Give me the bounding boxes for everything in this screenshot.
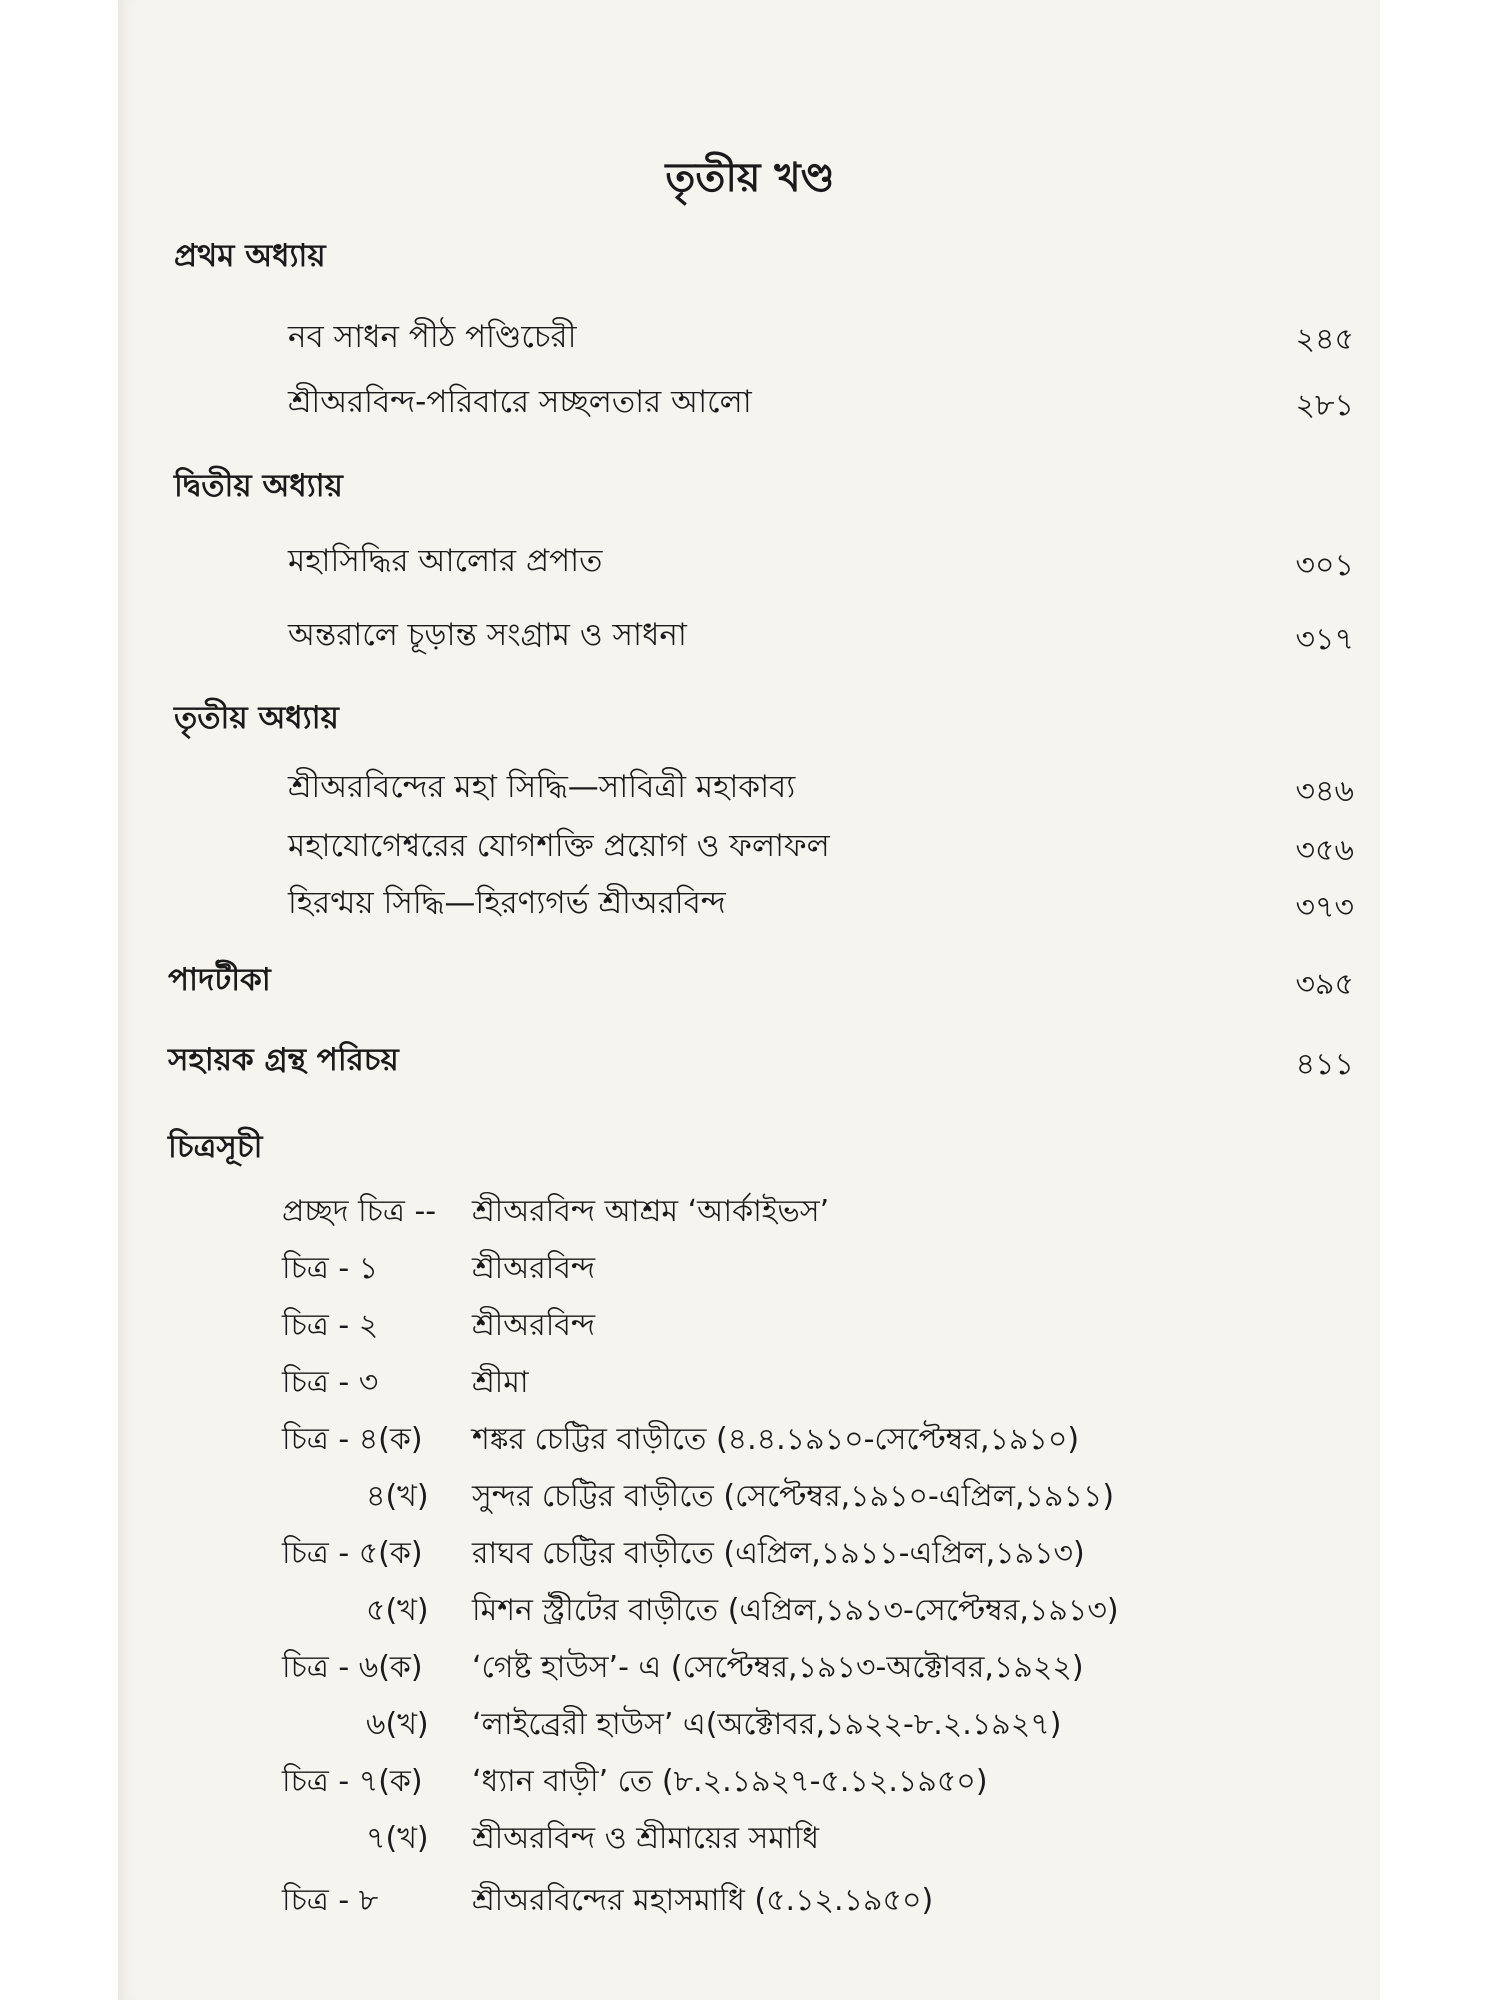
figure-label: চিত্র - ৪(ক) [282, 1422, 423, 1457]
toc-entry-page: ৩৫৬ [1295, 833, 1354, 868]
figure-caption: শ্রীঅরবিন্দ [472, 1308, 596, 1343]
figure-label: চিত্র - ৮ [282, 1883, 379, 1918]
toc-entry-page: ৩০১ [1295, 548, 1354, 583]
figure-label: ৫(খ) [366, 1593, 429, 1628]
illustrations-title: চিত্রসূচী [168, 1129, 263, 1165]
figure-caption: ‘গেষ্ট হাউস’- এ (সেপ্টেম্বর,১৯১৩-অক্টোবর,১৯২২) [472, 1650, 1084, 1685]
footnotes-page: ৩৯৫ [1295, 967, 1354, 1002]
figure-caption: শ্রীঅরবিন্দ [472, 1251, 596, 1286]
figure-caption: ‘লাইব্রেরী হাউস’ এ(অক্টোবর,১৯২২-৮.২.১৯২৭) [472, 1707, 1062, 1742]
part-title: তৃতীয় খণ্ড [665, 155, 835, 201]
figure-label: চিত্র - ৬(ক) [282, 1650, 423, 1685]
toc-entry-title: অন্তরালে চূড়ান্ত সংগ্রাম ও সাধনা [288, 617, 687, 653]
bibliography-page: ৪১১ [1295, 1047, 1354, 1082]
figure-label: চিত্র - ৫(ক) [282, 1536, 423, 1571]
figure-label: চিত্র - ১ [282, 1251, 379, 1286]
toc-entry-title: মহাযোগেশ্বরের যোগশক্তি প্রয়োগ ও ফলাফল [288, 828, 830, 864]
bibliography-title: সহায়ক গ্রন্থ পরিচয় [168, 1042, 399, 1078]
figure-caption: শ্রীঅরবিন্দের মহাসমাধি (৫.১২.১৯৫০) [472, 1883, 934, 1918]
toc-entry-title: শ্রীঅরবিন্দ-পরিবারে সচ্ছলতার আলো [288, 384, 752, 420]
figure-caption: ‘ধ্যান বাড়ী’ তে (৮.২.১৯২৭-৫.১২.১৯৫০) [472, 1764, 988, 1799]
toc-entry-title: শ্রীঅরবিন্দের মহা সিদ্ধি—সাবিত্রী মহাকাব্য [288, 769, 796, 805]
figure-caption: শ্রীমা [472, 1365, 529, 1400]
toc-entry-title: মহাসিদ্ধির আলোর প্রপাত [288, 543, 603, 579]
figure-caption: শ্রীঅরবিন্দ ও শ্রীমায়ের সমাধি [472, 1821, 820, 1856]
figure-label: ৪(খ) [366, 1479, 429, 1514]
toc-entry-page: ২৮১ [1295, 388, 1354, 423]
figure-caption: শ্রীঅরবিন্দ আশ্রম ‘আর্কাইভস’ [472, 1194, 830, 1229]
chapter-1-title: প্রথম অধ্যায় [174, 238, 326, 274]
figure-label: প্রচ্ছদ চিত্র -- [282, 1194, 437, 1229]
toc-entry-title: নব সাধন পীঠ পণ্ডিচেরী [288, 319, 577, 355]
figure-caption: রাঘব চেট্টির বাড়ীতে (এপ্রিল,১৯১১-এপ্রিল,১৯১৩) [472, 1536, 1085, 1571]
figure-label: চিত্র - ২ [282, 1308, 379, 1343]
figure-caption: মিশন স্ট্রীটের বাড়ীতে (এপ্রিল,১৯১৩-সেপ্টেম্বর,১৯১৩) [472, 1593, 1119, 1628]
toc-entry-page: ৩১৭ [1295, 622, 1354, 657]
footnotes-title: পাদটীকা [168, 962, 271, 998]
figure-label: চিত্র - ৩ [282, 1365, 379, 1400]
figure-label: ৭(খ) [366, 1821, 429, 1856]
figure-label: ৬(খ) [366, 1707, 429, 1742]
figure-caption: সুন্দর চেট্টির বাড়ীতে (সেপ্টেম্বর,১৯১০-এপ্রিল,১৯১১) [472, 1479, 1115, 1514]
toc-entry-page: ৩৭৩ [1295, 890, 1354, 925]
figure-caption: শঙ্কর চেট্টির বাড়ীতে (৪.৪.১৯১০-সেপ্টেম্বর,১৯১০) [472, 1422, 1080, 1457]
toc-entry-page: ২৪৫ [1295, 322, 1354, 357]
toc-entry-title: হিরণ্ময় সিদ্ধি—হিরণ্যগর্ভ শ্রীঅরবিন্দ [288, 885, 726, 921]
figure-label: চিত্র - ৭(ক) [282, 1764, 423, 1799]
toc-entry-page: ৩৪৬ [1295, 774, 1354, 809]
chapter-2-title: দ্বিতীয় অধ্যায় [174, 468, 343, 504]
chapter-3-title: তৃতীয় অধ্যায় [174, 700, 339, 736]
